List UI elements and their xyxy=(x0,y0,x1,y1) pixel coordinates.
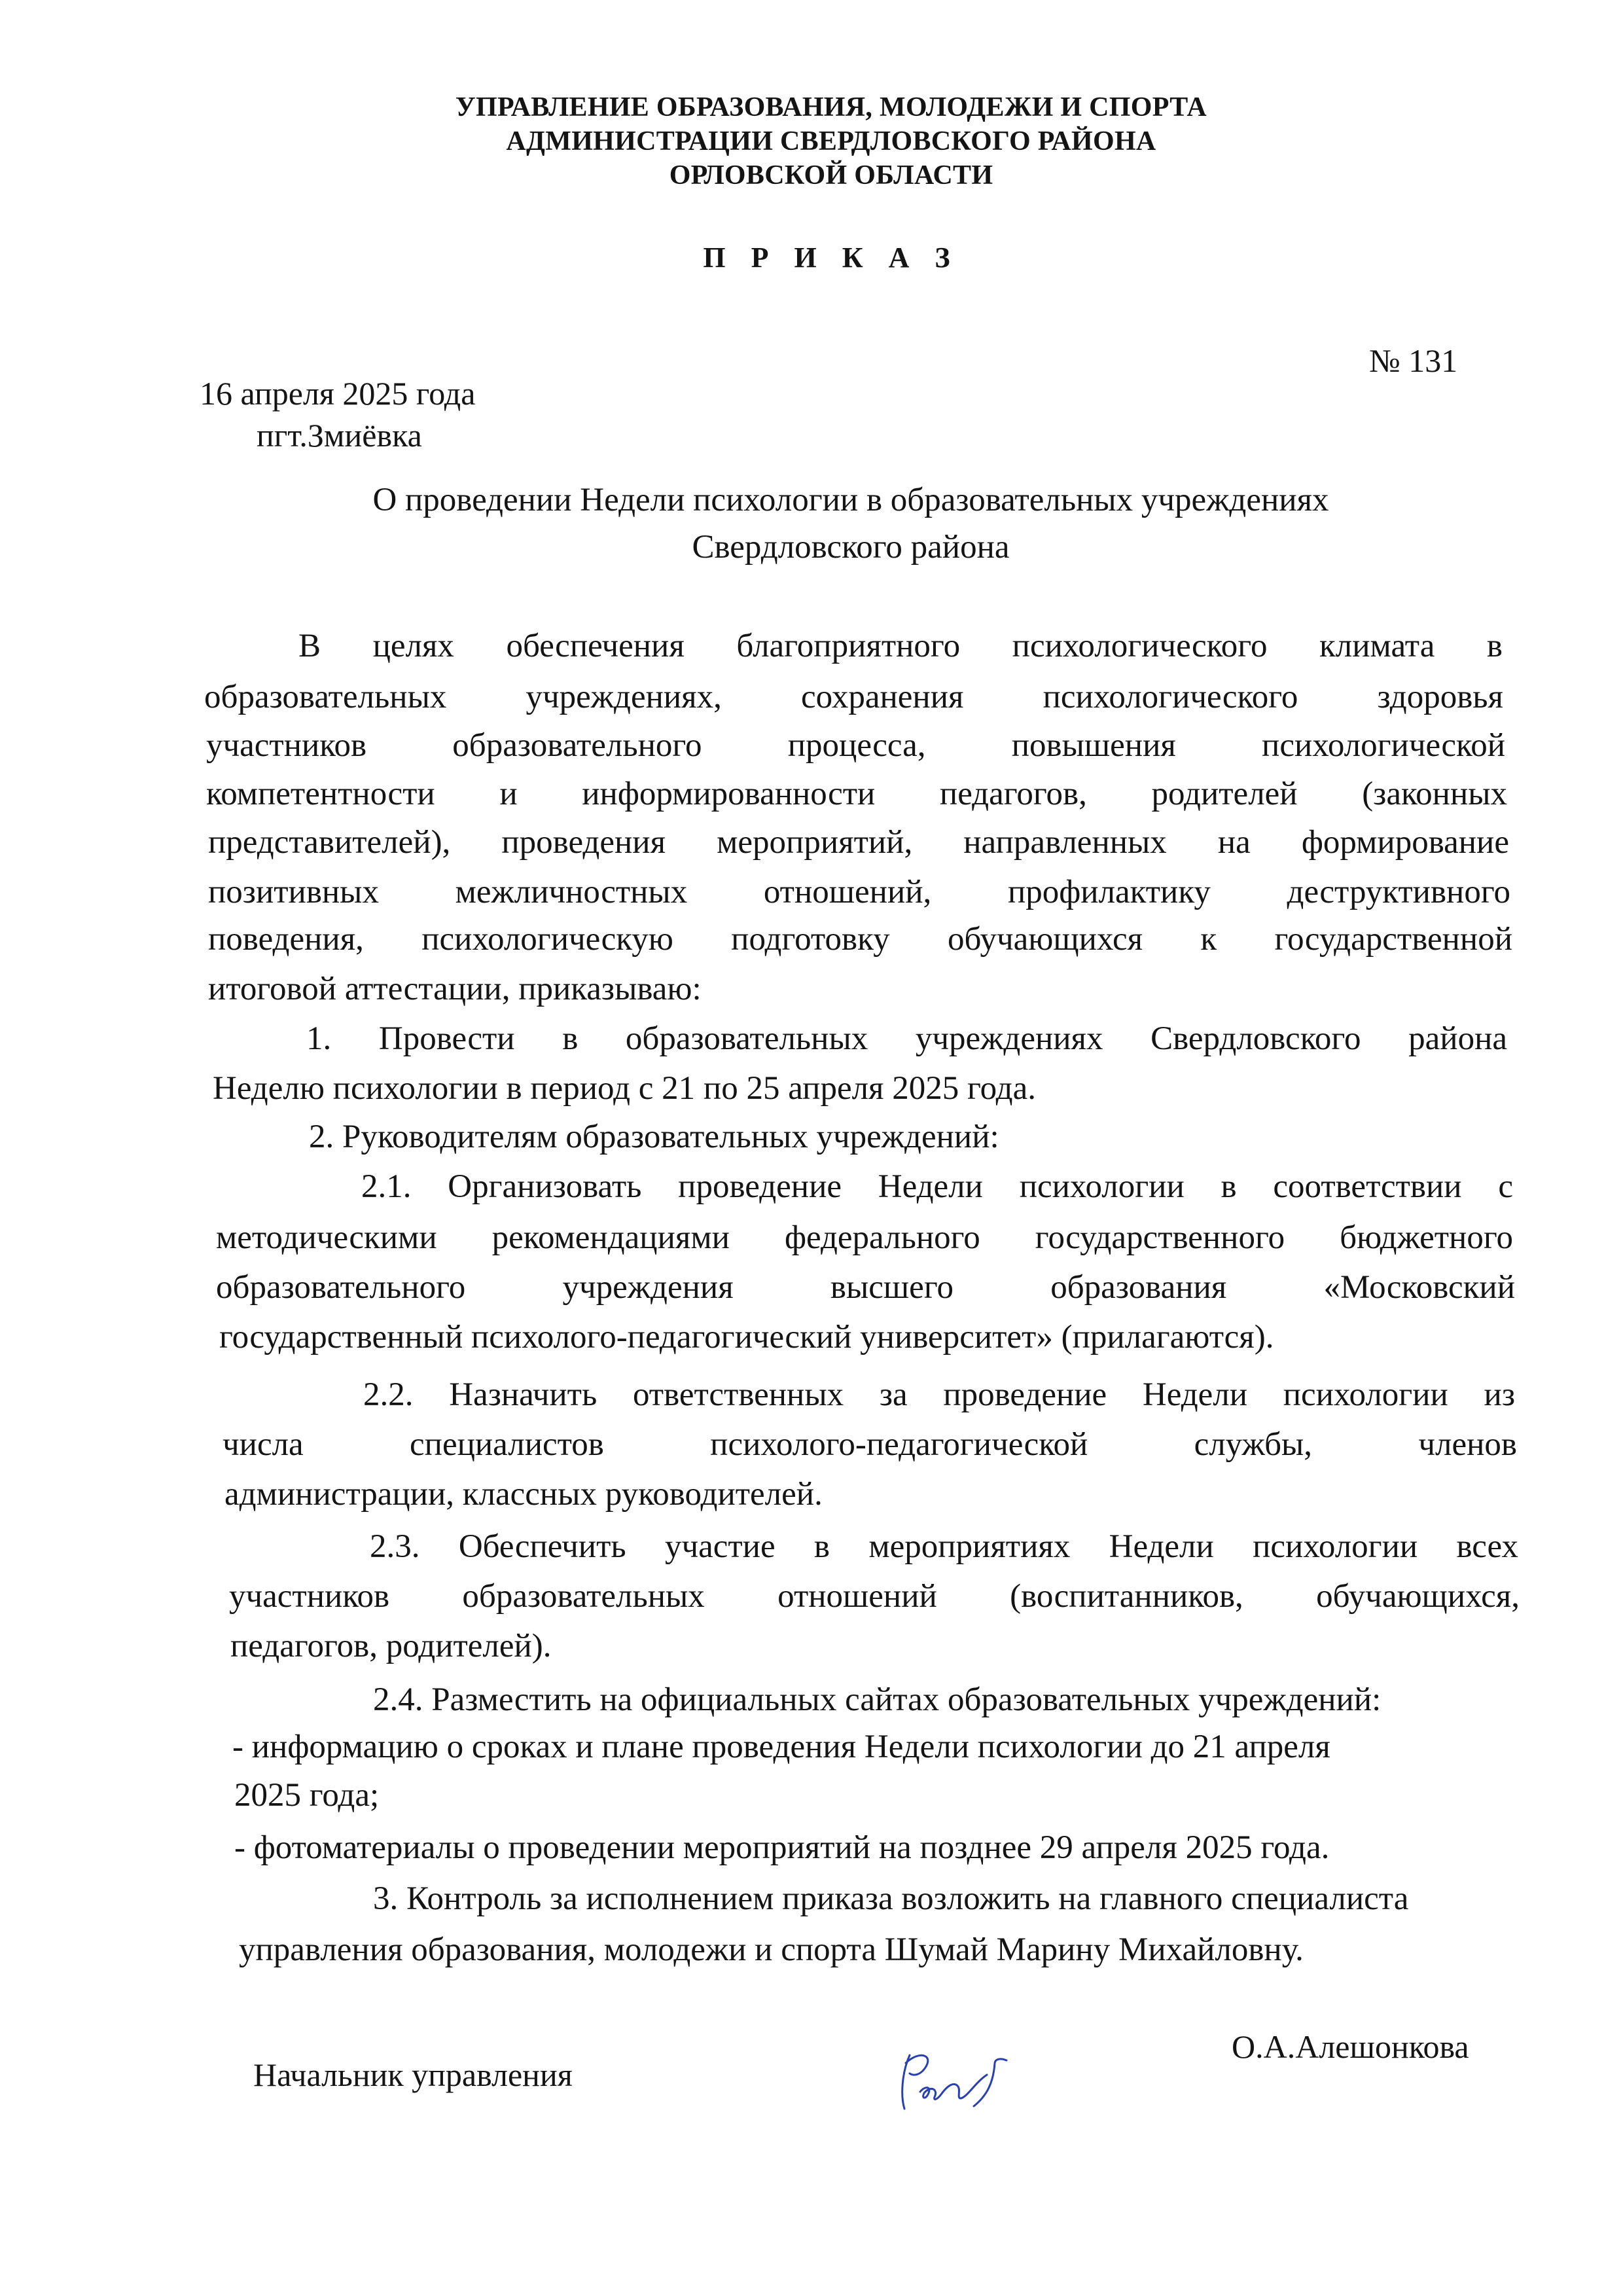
signatory-name: О.А.Алешонкова xyxy=(1232,2028,1469,2065)
body-line: компетентности и информированности педагогов, родителей (законных xyxy=(206,776,1507,812)
subject-line-2: Свердловского района xyxy=(692,529,1010,565)
order-subject xyxy=(0,476,1623,571)
body-line: государственный психолого-педагогический университет» (прилагаются). xyxy=(219,1319,1274,1355)
body-line: 2. Руководителям образовательных учреждений: xyxy=(309,1119,999,1155)
header-line-3: ОРЛОВСКОЙ ОБЛАСТИ xyxy=(669,160,993,190)
body-line: методическими рекомендациями федерального государственного бюджетного xyxy=(216,1219,1513,1256)
order-date: 16 апреля 2025 года xyxy=(200,375,476,412)
body-line: 1. Провести в образовательных учреждениях Свердловского района xyxy=(306,1020,1507,1057)
order-place: пгт.Змиёвка xyxy=(257,417,422,454)
body-line: позитивных межличностных отношений, профилактику деструктивного xyxy=(208,874,1510,910)
subject-line-1: О проведении Недели психологии в образовательных учреждениях xyxy=(372,482,1329,518)
body-line: представителей), проведения мероприятий, направленных на формирование xyxy=(208,824,1509,861)
body-line: числа специалистов психолого-педагогической службы, членов xyxy=(223,1426,1517,1463)
header-line-2: АДМИНИСТРАЦИИ СВЕРДЛОВСКОГО РАЙОНА xyxy=(506,126,1156,156)
body-line: 2025 года; xyxy=(234,1777,380,1814)
handwritten-signature xyxy=(895,2043,1013,2115)
body-line: Неделю психологии в период с 21 по 25 апреля 2025 года. xyxy=(213,1070,1037,1107)
body-line: педагогов, родителей). xyxy=(230,1628,552,1664)
body-line: образовательного учреждения высшего образования «Московский xyxy=(216,1269,1515,1306)
body-line: В целях обеспечения благоприятного психологического климата в xyxy=(298,628,1503,664)
header-line-1: УПРАВЛЕНИЕ ОБРАЗОВАНИЯ, МОЛОДЕЖИ И СПОРТА xyxy=(455,92,1207,122)
body-line: 2.4. Разместить на официальных сайтах образовательных учреждений: xyxy=(373,1681,1382,1718)
body-line: образовательных учреждениях, сохранения психологического здоровья xyxy=(204,679,1503,715)
body-line: 2.3. Обеспечить участие в мероприятиях Недели психологии всех xyxy=(370,1528,1518,1565)
body-line: - фотоматериалы о проведении мероприятий на позднее 29 апреля 2025 года. xyxy=(234,1829,1330,1866)
body-line: итоговой аттестации, приказываю: xyxy=(208,971,702,1007)
body-line: администрации, классных руководителей. xyxy=(224,1476,823,1513)
organization-header xyxy=(0,90,1623,192)
signatory-position: Начальник управления xyxy=(253,2056,573,2093)
body-line: 2.2. Назначить ответственных за проведение Недели психологии из xyxy=(363,1376,1515,1413)
body-line: управления образования, молодежи и спорта Шумай Марину Михайловну. xyxy=(239,1931,1304,1968)
body-line: 3. Контроль за исполнением приказа возложить на главного специалиста xyxy=(373,1880,1409,1917)
body-line: участников образовательного процесса, повышения психологической xyxy=(206,727,1505,764)
body-line: - информацию о сроках и плане проведения Недели психологии до 21 апреля xyxy=(232,1729,1330,1765)
body-line: поведения, психологическую подготовку обучающихся к государственной xyxy=(208,921,1512,958)
body-line: 2.1. Организовать проведение Недели психологии в соответствии с xyxy=(361,1168,1513,1205)
document-type-title: П Р И К А З xyxy=(703,242,959,274)
order-number: № 131 xyxy=(1369,342,1458,379)
body-line: участников образовательных отношений (воспитанников, обучающихся, xyxy=(229,1578,1520,1615)
